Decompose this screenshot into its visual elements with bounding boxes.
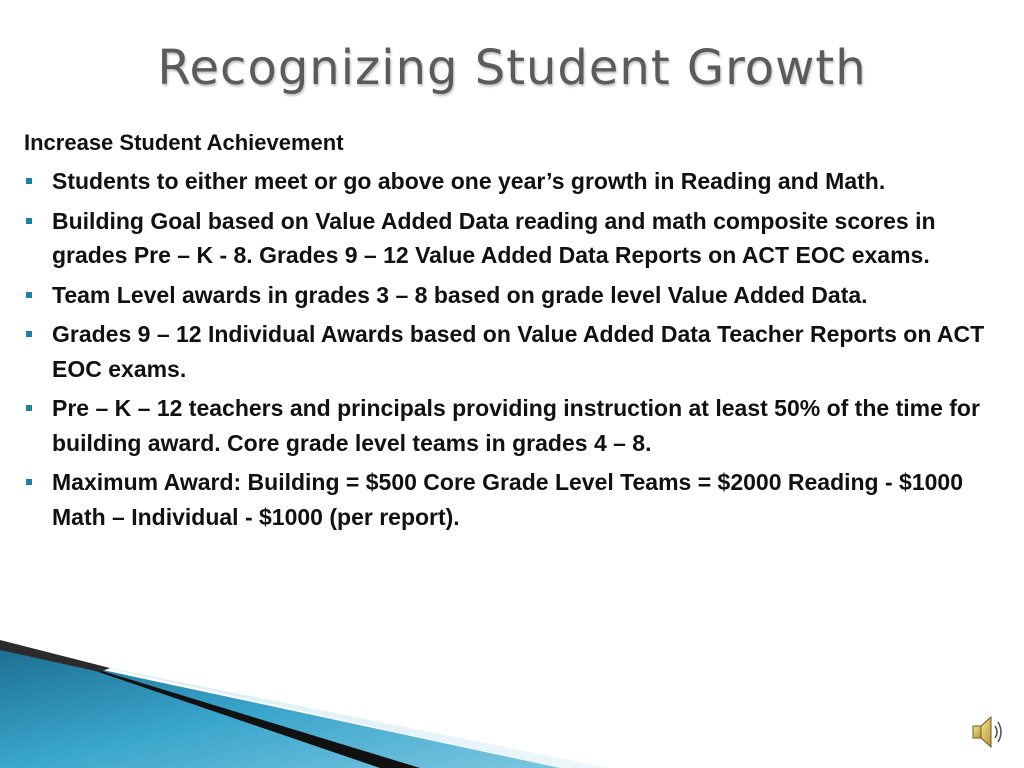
bullet-list — [24, 164, 994, 534]
square-bullet-icon — [26, 405, 32, 411]
bullet-item — [24, 164, 994, 199]
bullet-item — [24, 317, 994, 386]
square-bullet-icon — [26, 331, 32, 337]
slide-title: Recognizing Student Growth — [157, 40, 867, 96]
speaker-icon[interactable] — [970, 712, 1006, 752]
square-bullet-icon — [26, 218, 32, 224]
bullet-text: Pre – K – 12 teachers and principals providing instruction at least 50% of the time for building award. Core grade level teams in grades 4 – 8. — [52, 395, 980, 456]
bullet-item — [24, 391, 994, 460]
bullet-item — [24, 278, 994, 313]
bullet-text: Maximum Award: Building = $500 Core Grade Level Teams = $2000 Reading - $1000 Math – Individual - $1000 (per report). — [52, 469, 964, 530]
square-bullet-icon — [26, 178, 32, 184]
bullet-text: Grades 9 – 12 Individual Awards based on Value Added Data Teacher Reports on ACT EOC exams. — [52, 321, 985, 382]
subheading: Increase Student Achievement — [24, 130, 344, 155]
bullet-text: Team Level awards in grades 3 – 8 based on grade level Value Added Data. — [52, 281, 868, 308]
bullet-item — [24, 465, 994, 534]
bullet-text: Building Goal based on Value Added Data reading and math composite scores in grades Pre – K - 8. Grades 9 – 12 Value Added Data Reports on ACT EOC exams. — [52, 207, 936, 268]
bullet-item — [24, 204, 994, 273]
square-bullet-icon — [26, 292, 32, 298]
bullet-text: Students to either meet or go above one year’s growth in Reading and Math. — [52, 168, 886, 194]
square-bullet-icon — [26, 479, 32, 485]
slide-body — [24, 126, 994, 539]
